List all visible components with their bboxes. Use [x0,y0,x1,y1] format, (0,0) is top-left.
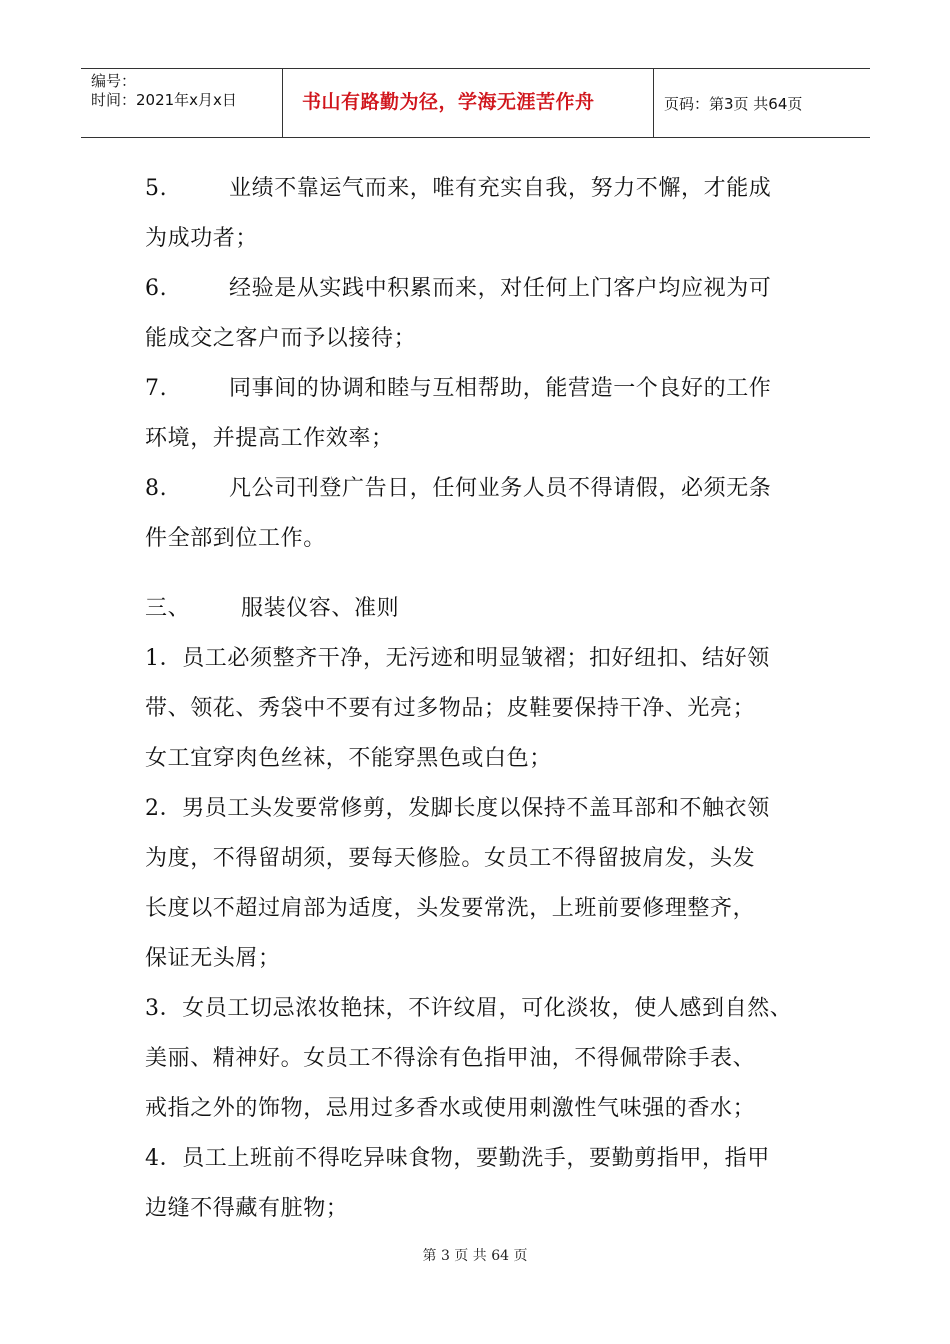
list-item [145,1134,835,1234]
document-body [145,164,835,1234]
list-item [145,364,835,464]
list-item [145,464,835,564]
item-text: 带、领花、秀袋中不要有过多物品；皮鞋要保持干净、光亮； [145,696,756,721]
item-text: 同事间的协调和睦与互相帮助，能营造一个良好的工作 [229,376,772,401]
item-text: 女工宜穿肉色丝袜，不能穿黑色或白色； [145,746,552,771]
item-text: 3．女员工切忌浓妆艳抹，不许纹眉，可化淡妆，使人感到自然、 [145,996,793,1021]
page-footer: 第 3 页 共 64 页 [422,1248,528,1264]
item-text: 为成功者； [145,226,259,251]
list-item [145,164,835,264]
section-heading [145,584,835,634]
page-header [81,68,870,138]
item-text: 1．员工必须整齐干净，无污迹和明显皱褶；扣好纽扣、结好领 [145,646,770,671]
item-text: 为度，不得留胡须，要每天修脸。女员工不得留披肩发，头发 [145,846,756,871]
section-number: 三、 [145,596,191,621]
spacer [145,564,835,584]
item-text: 4．员工上班前不得吃异味食物，要勤洗手，要勤剪指甲，指甲 [145,1146,770,1171]
list-item [145,984,835,1134]
item-text: 业绩不靠运气而来，唯有充实自我，努力不懈，才能成 [229,176,772,201]
item-number: 8. [145,476,168,501]
list-item [145,784,835,984]
header-page-info: 页码：第3页 共64页 [664,95,803,113]
item-text: 经验是从实践中积累而来，对任何上门客户均应视为可 [229,276,772,301]
item-number: 6. [145,276,168,301]
item-text: 2．男员工头发要常修剪，发脚长度以保持不盖耳部和不触衣领 [145,796,770,821]
header-divider [653,69,654,137]
item-text: 戒指之外的饰物，忌用过多香水或使用刺激性气味强的香水； [145,1096,756,1121]
list-item [145,264,835,364]
item-text: 件全部到位工作。 [145,526,326,551]
item-text: 环境，并提高工作效率； [145,426,394,451]
header-divider [282,69,283,137]
item-text: 长度以不超过肩部为适度，头发要常洗，上班前要修理整齐， [145,896,756,921]
header-time-label: 时间：2021年x月x日 [91,91,237,109]
item-text: 能成交之客户而予以接待； [145,326,417,351]
item-number: 7. [145,376,168,401]
item-number: 5. [145,176,168,201]
section-title: 服装仪容、准则 [241,596,400,621]
item-text: 保证无头屑； [145,946,281,971]
item-text: 边缝不得藏有脏物； [145,1196,349,1221]
header-number-label: 编号： [91,72,137,90]
item-text: 美丽、精神好。女员工不得涂有色指甲油，不得佩带除手表、 [145,1046,756,1071]
item-text: 凡公司刊登广告日，任何业务人员不得请假，必须无条 [229,476,772,501]
header-motto: 书山有路勤为径，学海无涯苦作舟 [302,91,595,113]
list-item [145,634,835,784]
